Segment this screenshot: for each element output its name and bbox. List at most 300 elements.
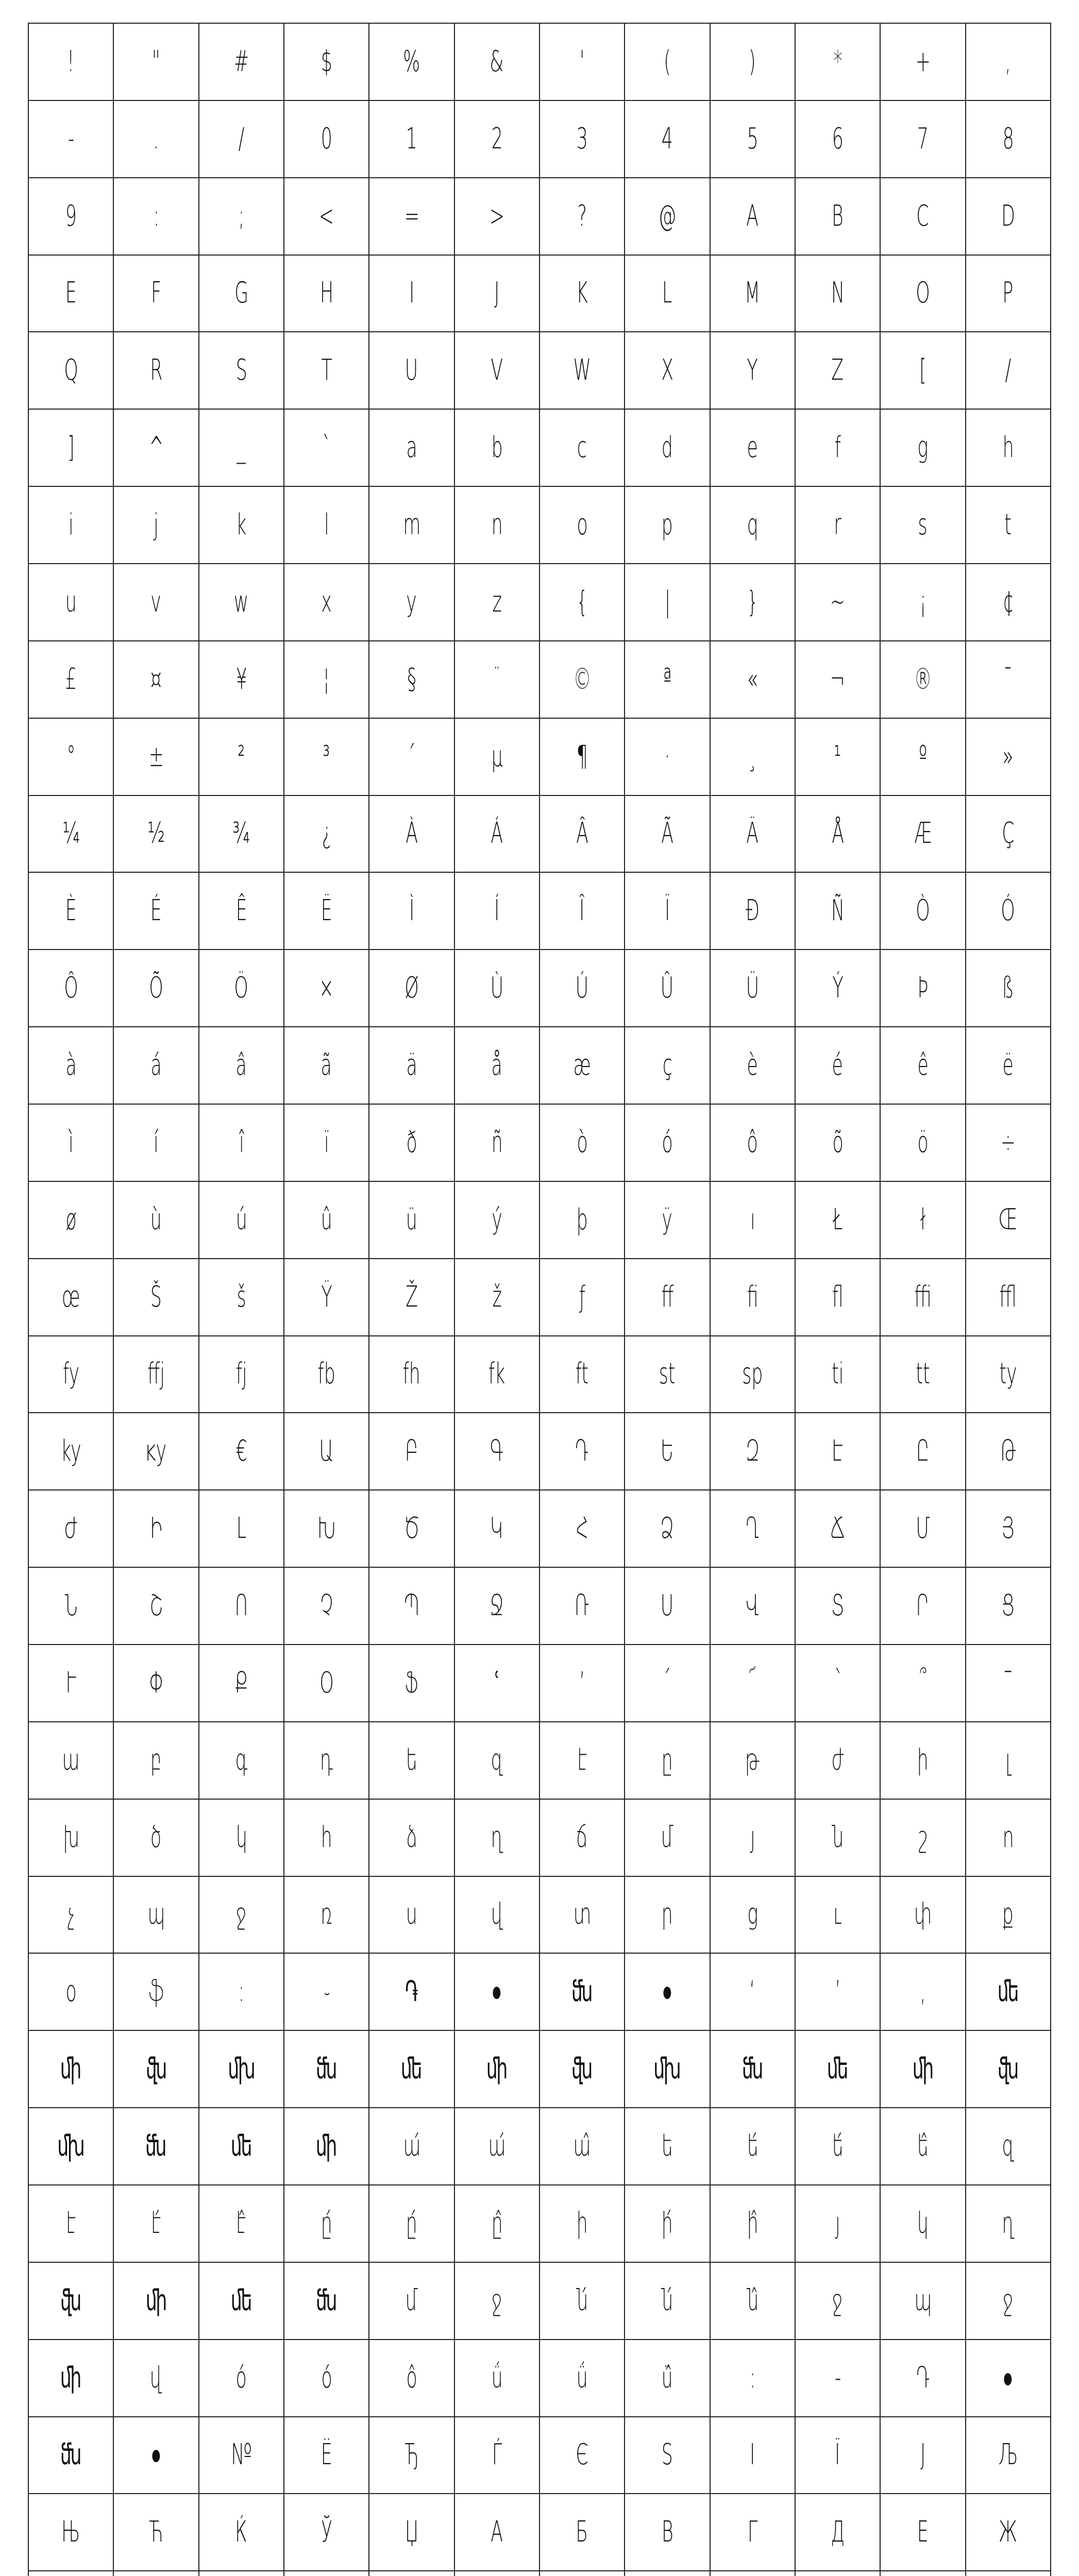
glyph-char: s bbox=[918, 508, 928, 542]
glyph-cell bbox=[369, 2263, 454, 2340]
glyph-char: 2 bbox=[491, 122, 503, 156]
glyph-cell bbox=[369, 1336, 454, 1414]
glyph-char: = bbox=[404, 199, 419, 233]
glyph-cell bbox=[284, 1413, 369, 1490]
glyph-cell bbox=[966, 1568, 1051, 1645]
glyph-char: fh bbox=[402, 1357, 421, 1391]
glyph-char: Գ bbox=[490, 1434, 504, 1468]
glyph-cell bbox=[625, 1027, 710, 1105]
glyph-char: ի bbox=[917, 1743, 929, 1777]
glyph-cell bbox=[540, 2417, 625, 2495]
glyph-char: x bbox=[321, 585, 332, 619]
glyph-cell bbox=[966, 1259, 1051, 1336]
glyph-char: Լ bbox=[236, 1512, 246, 1546]
glyph-char: ð bbox=[406, 1125, 417, 1159]
glyph-cell bbox=[199, 410, 284, 487]
glyph-char: ffl bbox=[999, 1280, 1017, 1314]
glyph-cell bbox=[369, 1722, 454, 1800]
glyph-char: Ճ bbox=[830, 1512, 845, 1546]
glyph-char: ﬖ bbox=[145, 2052, 167, 2086]
glyph-cell bbox=[455, 1105, 540, 1182]
glyph-char: Կ bbox=[490, 1512, 504, 1546]
glyph-cell bbox=[625, 1645, 710, 1722]
glyph-char: c bbox=[577, 431, 587, 465]
glyph-cell bbox=[966, 2494, 1051, 2571]
glyph-char: ● bbox=[662, 1975, 673, 2009]
glyph-cell bbox=[881, 1259, 966, 1336]
glyph-char: ﬔ bbox=[401, 2052, 423, 2086]
glyph-cell bbox=[625, 796, 710, 873]
glyph-char: լ bbox=[1005, 1743, 1011, 1777]
glyph-cell bbox=[284, 1105, 369, 1182]
glyph-char: ՜ bbox=[749, 1666, 756, 1700]
glyph-cell bbox=[540, 641, 625, 719]
glyph-cell bbox=[625, 2417, 710, 2495]
glyph-cell bbox=[881, 796, 966, 873]
glyph-char: V bbox=[491, 353, 503, 387]
glyph-char: օ bbox=[65, 1975, 77, 2009]
glyph-cell bbox=[284, 1182, 369, 1259]
glyph-cell bbox=[369, 332, 454, 410]
glyph-cell bbox=[369, 641, 454, 719]
glyph-cell bbox=[29, 1877, 114, 1954]
glyph-char: ● bbox=[150, 2438, 162, 2472]
glyph-char: Е bbox=[917, 2515, 929, 2549]
glyph-char: : bbox=[749, 2361, 756, 2395]
glyph-cell bbox=[455, 796, 540, 873]
glyph-char: € bbox=[235, 1434, 247, 1468]
glyph-cell bbox=[199, 487, 284, 564]
glyph-cell bbox=[29, 873, 114, 950]
glyph-cell bbox=[711, 1413, 796, 1490]
glyph-char: Ë bbox=[321, 894, 332, 928]
glyph-cell bbox=[796, 564, 881, 641]
glyph-char: ջ bbox=[1003, 2283, 1014, 2317]
glyph-cell bbox=[625, 873, 710, 950]
glyph-char: W bbox=[573, 353, 591, 387]
glyph-char: ¿ bbox=[322, 817, 331, 851]
glyph-char: Պ bbox=[403, 1589, 420, 1623]
glyph-cell bbox=[369, 2571, 454, 2576]
glyph-cell bbox=[369, 796, 454, 873]
glyph-char: ffi bbox=[914, 1280, 932, 1314]
glyph-char: կ bbox=[917, 2206, 929, 2240]
glyph-char: t bbox=[1004, 508, 1012, 542]
glyph-char: fj bbox=[235, 1357, 247, 1391]
glyph-char: r bbox=[834, 508, 841, 542]
glyph-cell bbox=[284, 796, 369, 873]
glyph-cell bbox=[455, 2031, 540, 2108]
glyph-char: ž bbox=[492, 1280, 502, 1314]
glyph-cell bbox=[29, 796, 114, 873]
glyph-cell bbox=[540, 1336, 625, 1414]
glyph-char: Ñ bbox=[831, 894, 845, 928]
glyph-char: Ç bbox=[1002, 817, 1015, 851]
glyph-cell bbox=[199, 2417, 284, 2495]
glyph-char: í bbox=[154, 1125, 159, 1159]
glyph-cell bbox=[796, 641, 881, 719]
glyph-cell bbox=[966, 1336, 1051, 1414]
glyph-char: Ֆ bbox=[404, 1666, 419, 1700]
glyph-char: Œ bbox=[998, 1202, 1018, 1236]
glyph-char: Ї bbox=[835, 2438, 840, 2472]
glyph-char: Փ bbox=[149, 1666, 163, 1700]
glyph-char: - bbox=[834, 2361, 841, 2395]
glyph-cell bbox=[540, 1105, 625, 1182]
glyph-cell bbox=[796, 1027, 881, 1105]
glyph-char: 6 bbox=[832, 122, 844, 156]
glyph-char: ~ bbox=[830, 585, 846, 619]
glyph-char: n bbox=[491, 508, 503, 542]
glyph-cell bbox=[881, 950, 966, 1027]
glyph-char: S bbox=[235, 353, 247, 387]
glyph-char: մ bbox=[661, 1820, 674, 1854]
glyph-cell bbox=[966, 950, 1051, 1027]
glyph-char: « bbox=[747, 662, 758, 696]
glyph-cell bbox=[796, 719, 881, 796]
glyph-cell bbox=[284, 2185, 369, 2263]
glyph-cell bbox=[966, 564, 1051, 641]
glyph-char: È bbox=[65, 894, 77, 928]
glyph-char: Ž bbox=[406, 1280, 418, 1314]
glyph-cell bbox=[796, 24, 881, 101]
glyph-cell bbox=[966, 256, 1051, 333]
glyph-cell bbox=[199, 2031, 284, 2108]
glyph-cell bbox=[625, 2031, 710, 2108]
glyph-char: - bbox=[68, 122, 74, 156]
glyph-cell bbox=[114, 1954, 199, 2031]
glyph-cell bbox=[966, 2340, 1051, 2417]
glyph-cell bbox=[284, 1027, 369, 1105]
glyph-cell bbox=[625, 1105, 710, 1182]
glyph-cell bbox=[625, 950, 710, 1027]
glyph-cell bbox=[540, 1490, 625, 1568]
glyph-char: ¶ bbox=[576, 739, 588, 773]
glyph-cell bbox=[455, 641, 540, 719]
glyph-char: ¤ bbox=[150, 662, 162, 696]
glyph-cell bbox=[540, 1568, 625, 1645]
glyph-char: ։ bbox=[238, 1975, 245, 2009]
glyph-cell bbox=[199, 2185, 284, 2263]
glyph-char: ﬔ bbox=[230, 2283, 252, 2317]
glyph-cell bbox=[796, 1645, 881, 1722]
glyph-char: ճ bbox=[576, 1820, 588, 1854]
glyph-cell bbox=[369, 2031, 454, 2108]
glyph-char: ł bbox=[920, 1202, 925, 1236]
glyph-char: ó bbox=[235, 2361, 247, 2395]
glyph-cell bbox=[114, 410, 199, 487]
glyph-cell bbox=[114, 2417, 199, 2495]
glyph-char: , bbox=[1005, 44, 1011, 78]
glyph-char: ﬖ bbox=[571, 2052, 593, 2086]
glyph-char: ե́ bbox=[747, 2129, 758, 2163]
glyph-char: ֊ bbox=[324, 1975, 330, 2009]
glyph-cell bbox=[881, 1027, 966, 1105]
glyph-cell bbox=[199, 873, 284, 950]
glyph-char: Տ bbox=[831, 1589, 845, 1623]
glyph-cell bbox=[455, 873, 540, 950]
glyph-cell bbox=[881, 1645, 966, 1722]
glyph-cell bbox=[369, 1182, 454, 1259]
glyph-char: ղ bbox=[491, 1820, 503, 1854]
glyph-cell bbox=[29, 719, 114, 796]
glyph-char: ր bbox=[661, 1897, 673, 1931]
glyph-cell bbox=[881, 641, 966, 719]
glyph-cell bbox=[796, 950, 881, 1027]
glyph-char: ի bbox=[576, 2206, 588, 2240]
glyph-cell bbox=[369, 178, 454, 256]
glyph-char: ՞ bbox=[919, 1666, 926, 1700]
glyph-grid bbox=[29, 24, 1051, 2576]
glyph-char: ՟ bbox=[1004, 1666, 1011, 1700]
glyph-cell bbox=[966, 332, 1051, 410]
glyph-char: ’ bbox=[835, 1975, 841, 2009]
glyph-cell bbox=[199, 1568, 284, 1645]
glyph-char: ǘ bbox=[491, 2361, 503, 2395]
glyph-char: ÿ bbox=[662, 1202, 673, 1236]
glyph-char: ô bbox=[406, 2361, 417, 2395]
glyph-cell bbox=[455, 1877, 540, 1954]
glyph-cell bbox=[29, 1413, 114, 1490]
glyph-char: թ bbox=[745, 1743, 760, 1777]
glyph-char: Ў bbox=[321, 2515, 332, 2549]
glyph-char: 8 bbox=[1002, 122, 1014, 156]
glyph-cell bbox=[29, 1259, 114, 1336]
glyph-char: ՛ bbox=[665, 1666, 669, 1700]
glyph-cell bbox=[881, 2031, 966, 2108]
glyph-cell bbox=[455, 2108, 540, 2185]
glyph-char: յ bbox=[835, 2206, 840, 2240]
glyph-char: Ћ bbox=[149, 2515, 163, 2549]
glyph-char: ﬓ bbox=[741, 2052, 764, 2086]
glyph-cell bbox=[114, 2494, 199, 2571]
glyph-cell bbox=[369, 2185, 454, 2263]
glyph-cell bbox=[29, 641, 114, 719]
glyph-cell bbox=[455, 1027, 540, 1105]
glyph-cell bbox=[540, 2031, 625, 2108]
glyph-char: Հ bbox=[576, 1512, 588, 1546]
glyph-char: M bbox=[745, 276, 761, 310]
glyph-char: Á bbox=[491, 817, 503, 851]
glyph-char: ﬓ bbox=[571, 1975, 593, 2009]
glyph-char: ! bbox=[67, 44, 75, 78]
glyph-cell bbox=[881, 487, 966, 564]
glyph-cell bbox=[625, 101, 710, 178]
glyph-cell bbox=[455, 2185, 540, 2263]
glyph-cell bbox=[540, 2494, 625, 2571]
glyph-cell bbox=[284, 1722, 369, 1800]
glyph-cell bbox=[796, 2031, 881, 2108]
glyph-char: a bbox=[406, 431, 417, 465]
glyph-char: £ bbox=[65, 662, 77, 696]
glyph-cell bbox=[29, 1722, 114, 1800]
glyph-char: չ bbox=[67, 1897, 75, 1931]
glyph-cell bbox=[796, 1413, 881, 1490]
glyph-char: ե bbox=[406, 1743, 417, 1777]
glyph-char: մ bbox=[405, 2283, 418, 2317]
glyph-cell bbox=[29, 2571, 114, 2576]
glyph-cell bbox=[284, 2417, 369, 2495]
glyph-char: fi bbox=[747, 1280, 758, 1314]
glyph-cell bbox=[711, 950, 796, 1027]
glyph-char: ü bbox=[406, 1202, 417, 1236]
glyph-cell bbox=[199, 796, 284, 873]
glyph-char: վ bbox=[149, 2361, 163, 2395]
glyph-cell bbox=[369, 1259, 454, 1336]
glyph-char: 7 bbox=[917, 122, 929, 156]
glyph-cell bbox=[29, 2031, 114, 2108]
glyph-cell bbox=[540, 2571, 625, 2576]
glyph-cell bbox=[540, 1722, 625, 1800]
glyph-cell bbox=[540, 1259, 625, 1336]
glyph-cell bbox=[881, 2185, 966, 2263]
glyph-char: Ã bbox=[661, 817, 673, 851]
glyph-cell bbox=[625, 719, 710, 796]
glyph-cell bbox=[796, 1105, 881, 1182]
glyph-char: ft bbox=[576, 1357, 589, 1391]
glyph-char: fy bbox=[62, 1357, 79, 1391]
glyph-cell bbox=[455, 2494, 540, 2571]
glyph-cell bbox=[711, 719, 796, 796]
glyph-cell bbox=[625, 1568, 710, 1645]
glyph-char: Ÿ bbox=[321, 1280, 332, 1314]
glyph-cell bbox=[625, 24, 710, 101]
glyph-char: ժ bbox=[831, 1743, 844, 1777]
glyph-cell bbox=[966, 1490, 1051, 1568]
glyph-cell bbox=[114, 178, 199, 256]
glyph-cell bbox=[284, 178, 369, 256]
glyph-cell bbox=[711, 873, 796, 950]
glyph-cell bbox=[796, 1182, 881, 1259]
glyph-char: Խ bbox=[317, 1512, 336, 1546]
glyph-cell bbox=[114, 1027, 199, 1105]
glyph-char: ó bbox=[321, 2361, 332, 2395]
glyph-cell bbox=[114, 1336, 199, 1414]
glyph-cell bbox=[625, 2494, 710, 2571]
glyph-cell bbox=[455, 950, 540, 1027]
glyph-char: Ï bbox=[664, 894, 670, 928]
glyph-char: Õ bbox=[149, 971, 163, 1005]
glyph-cell bbox=[540, 101, 625, 178]
glyph-char: $ bbox=[321, 44, 332, 78]
glyph-cell bbox=[114, 719, 199, 796]
glyph-char: ա́ bbox=[403, 2129, 420, 2163]
glyph-sheet bbox=[28, 23, 1051, 2576]
glyph-char: ¬ bbox=[830, 662, 846, 696]
glyph-char: Г bbox=[747, 2515, 757, 2549]
glyph-cell bbox=[29, 1490, 114, 1568]
glyph-char: Ը bbox=[916, 1434, 930, 1468]
glyph-char: Î bbox=[579, 894, 585, 928]
glyph-char: G bbox=[234, 276, 248, 310]
glyph-cell bbox=[966, 2031, 1051, 2108]
glyph-char: ը bbox=[661, 1743, 673, 1777]
glyph-char: ղ bbox=[1002, 2206, 1015, 2240]
glyph-cell bbox=[881, 24, 966, 101]
glyph-cell bbox=[284, 719, 369, 796]
glyph-char: ﬓ bbox=[315, 2283, 338, 2317]
glyph-char: _ bbox=[237, 431, 246, 465]
glyph-cell bbox=[199, 1722, 284, 1800]
glyph-char: | bbox=[664, 585, 670, 619]
glyph-char: š bbox=[237, 1280, 246, 1314]
glyph-char: F bbox=[150, 276, 161, 310]
glyph-char: { bbox=[576, 585, 588, 619]
glyph-char: ö bbox=[917, 1125, 929, 1159]
glyph-cell bbox=[881, 2571, 966, 2576]
glyph-char: ﬔ bbox=[997, 1975, 1019, 2009]
glyph-cell bbox=[540, 1645, 625, 1722]
glyph-cell bbox=[114, 2031, 199, 2108]
glyph-cell bbox=[881, 564, 966, 641]
glyph-cell bbox=[114, 1413, 199, 1490]
glyph-char: ս bbox=[406, 1897, 417, 1931]
glyph-char: Չ bbox=[319, 1589, 333, 1623]
glyph-cell bbox=[881, 719, 966, 796]
glyph-cell bbox=[114, 2108, 199, 2185]
glyph-char: w bbox=[234, 585, 249, 619]
glyph-char: Շ bbox=[149, 1589, 163, 1623]
glyph-cell bbox=[625, 2185, 710, 2263]
glyph-char: պ bbox=[147, 1897, 165, 1931]
glyph-char: ĸy bbox=[145, 1434, 167, 1468]
glyph-cell bbox=[625, 410, 710, 487]
glyph-char: Æ bbox=[914, 817, 932, 851]
glyph-cell bbox=[284, 1490, 369, 1568]
glyph-char: d bbox=[661, 431, 673, 465]
glyph-cell bbox=[284, 332, 369, 410]
glyph-cell bbox=[29, 2417, 114, 2495]
glyph-cell bbox=[114, 2185, 199, 2263]
glyph-cell bbox=[199, 2340, 284, 2417]
glyph-char: ձ bbox=[406, 1820, 417, 1854]
glyph-char: ‘ bbox=[749, 1975, 755, 2009]
glyph-cell bbox=[455, 256, 540, 333]
glyph-cell bbox=[114, 1568, 199, 1645]
glyph-char: o bbox=[577, 508, 588, 542]
glyph-cell bbox=[29, 950, 114, 1027]
glyph-char: Ý bbox=[832, 971, 844, 1005]
glyph-char: 3 bbox=[576, 122, 588, 156]
glyph-char: Ւ bbox=[66, 1666, 76, 1700]
glyph-cell bbox=[796, 487, 881, 564]
glyph-char: Ü bbox=[746, 971, 760, 1005]
glyph-char: B bbox=[832, 199, 844, 233]
glyph-char: Є bbox=[576, 2438, 588, 2472]
glyph-cell bbox=[199, 1954, 284, 2031]
glyph-cell bbox=[455, 1182, 540, 1259]
glyph-cell bbox=[284, 1877, 369, 1954]
glyph-cell bbox=[796, 873, 881, 950]
glyph-char: շ bbox=[917, 1820, 929, 1854]
glyph-char: Ժ bbox=[64, 1512, 78, 1546]
glyph-cell bbox=[540, 1027, 625, 1105]
glyph-cell bbox=[455, 178, 540, 256]
glyph-cell bbox=[711, 1105, 796, 1182]
glyph-cell bbox=[199, 1800, 284, 1877]
glyph-char: : bbox=[153, 199, 159, 233]
glyph-char: ﬗ bbox=[653, 2052, 681, 2086]
glyph-char: ý bbox=[492, 1202, 502, 1236]
glyph-cell bbox=[284, 564, 369, 641]
glyph-char: բ bbox=[150, 1743, 162, 1777]
glyph-char: ● bbox=[491, 1975, 502, 2009]
glyph-char: Ô bbox=[63, 971, 78, 1005]
glyph-cell bbox=[881, 1490, 966, 1568]
glyph-char: Ո bbox=[234, 1589, 248, 1623]
glyph-cell bbox=[29, 2185, 114, 2263]
glyph-char: Þ bbox=[917, 971, 929, 1005]
